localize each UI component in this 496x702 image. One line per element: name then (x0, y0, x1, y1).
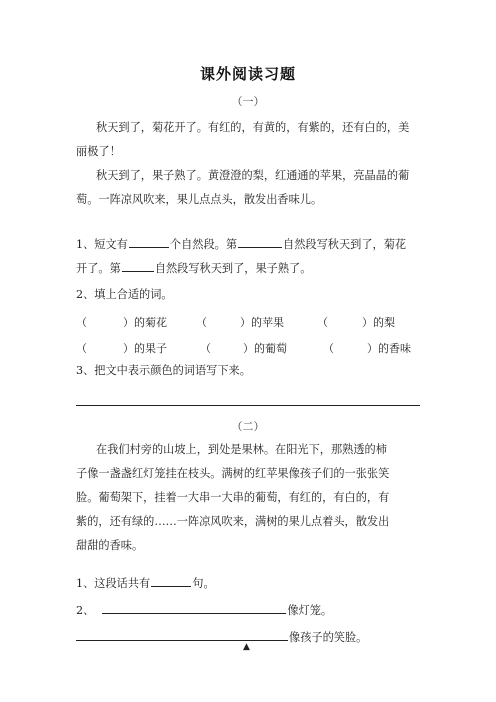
question-text: 1、这段话共有 (76, 577, 151, 590)
question-text: 像灯笼。 (287, 604, 333, 617)
paren-open: （ (76, 342, 87, 355)
question-3-text: 3、把文中表示颜色的词语写下来。 (76, 364, 251, 377)
question-text: 开了。第 (76, 262, 121, 275)
answer-line[interactable] (76, 405, 420, 406)
answer-blank[interactable] (129, 236, 169, 248)
fill-word-label: ）的香味 (367, 342, 411, 355)
paren-open: （ (200, 342, 211, 355)
section-2-label: （二） (231, 420, 265, 433)
paren-open: （ (76, 316, 87, 329)
question-1-line-1 (76, 236, 428, 252)
question-text: 1、短文有 (76, 238, 128, 251)
passage-2-line: 在我们村旁的山坡上，到处是果林。在阳光下，那熟透的柿 (96, 443, 387, 456)
page-marker-icon: ▲ (243, 642, 250, 652)
question-2-text: 2、填上合适的词。 (76, 288, 173, 301)
paren-open: （ (317, 316, 328, 329)
section-2-question-1 (76, 575, 428, 591)
passage-1-line: 秋天到了，果子熟了。黄澄澄的梨，红通通的苹果，亮晶晶的葡 (96, 169, 410, 182)
question-text: 自然段写秋天到了，果子熟了。 (154, 262, 312, 275)
passage-2-line: 甜甜的香味。 (76, 539, 144, 552)
fill-word-label: ）的果子 (123, 342, 167, 355)
question-text: 自然段写秋天到了，菊花 (283, 238, 407, 251)
answer-blank[interactable] (151, 575, 191, 587)
passage-1-line: 丽极了！ (76, 145, 121, 158)
passage-2-line: 子像一盏盏红灯笼挂在枝头。满树的红苹果像孩子们的一张张笑 (76, 467, 390, 480)
question-text: 句。 (192, 577, 215, 590)
passage-2-line: 紫的，还有绿的……一阵凉风吹来，满树的果儿点着头，散发出 (76, 515, 390, 528)
answer-blank[interactable] (102, 602, 286, 614)
question-text: 像孩子的笑脸。 (289, 631, 368, 644)
question-1-line-2 (76, 260, 428, 276)
fill-word-label: ）的葡萄 (243, 342, 287, 355)
answer-blank[interactable] (122, 260, 154, 272)
fill-word-label: ）的菊花 (123, 316, 167, 329)
section-2-question-2-line-2 (76, 629, 428, 645)
question-text: 2、 (76, 604, 95, 617)
page-title: 课外阅读习题 (199, 65, 296, 83)
passage-2-line: 脸。葡萄架下，挂着一大串一大串的葡萄，有红的，有白的，有 (76, 491, 390, 504)
fill-word-label: ）的梨 (362, 316, 395, 329)
answer-blank[interactable] (238, 236, 282, 248)
paren-open: （ (196, 316, 207, 329)
paren-open: （ (323, 342, 334, 355)
fill-word-label: ）的苹果 (240, 316, 284, 329)
passage-1-line: 秋天到了，菊花开了。有红的，有黄的，有紫的，还有白的，美 (96, 121, 410, 134)
passage-1-line: 萄。一阵凉风吹来，果儿点点头，散发出香味儿。 (76, 193, 323, 206)
section-2-question-2-line-1 (76, 602, 428, 618)
section-1-label: （一） (231, 95, 265, 108)
answer-blank[interactable] (76, 629, 288, 641)
question-text: 个自然段。第 (169, 238, 238, 251)
